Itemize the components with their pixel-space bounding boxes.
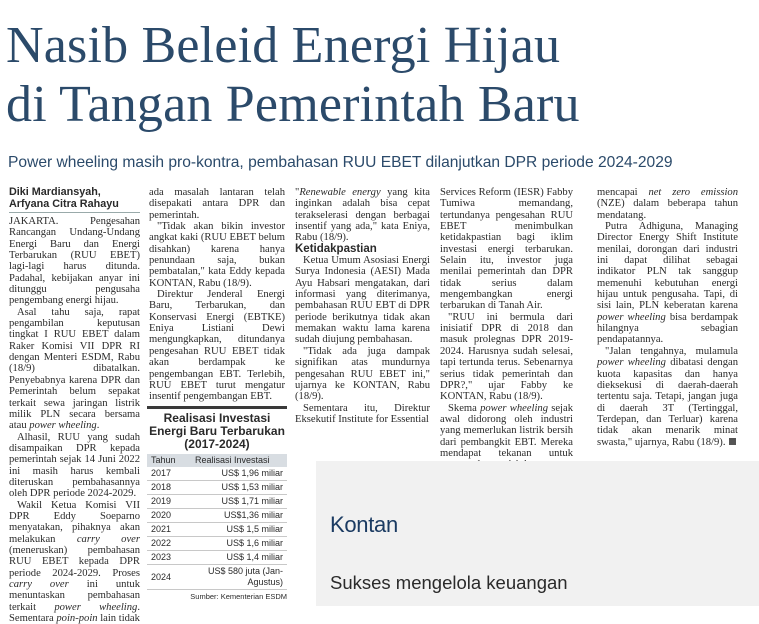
advertisement[interactable] — [316, 461, 759, 606]
article-paragraph: Direktur Jenderal Energi Baru, Terbarukan, dan Konservasi Energi (EBTKE) Eniya Listiani Dewi mengungkapkan, ditundanya pengesahan RUU EBET tidak akan berdampak ke pengembangan EBT. Terlebih, RUU EBET turut mengatur insentif pengembangan EBT. — [149, 289, 285, 403]
article-paragraph: ada masalah lantaran telah disepakati antara DPR dan pemerintah. — [149, 187, 285, 221]
article-column-5 — [597, 187, 738, 448]
article-paragraph: Sementara itu, Direktur Eksekutif Institute for Essential — [295, 402, 430, 425]
table-row — [147, 551, 287, 565]
byline: Diki Mardiansyah, Arfyana Citra Rahayu — [9, 187, 140, 213]
article-column-1 — [9, 187, 140, 624]
article-paragraph: JAKARTA. Pengesahan Rancangan Undang-Undang Energi Baru dan Energi Terbarukan (RUU EBET) lagi-lagi harus ditunda. Padahal, kebijakan anyar ini ditunggu pengusaha pengembang energi hijau. — [9, 216, 140, 307]
table-row — [147, 565, 287, 590]
kontan-logo: Kontan — [330, 512, 398, 537]
article-paragraph: "Renewable energy yang kita inginkan adalah bisa cepat terakselerasi dengan berbagai insentif yang ada," kata Eniya, Rabu (18/9). — [295, 187, 430, 244]
value-cell: US$ 1,4 miliar — [178, 551, 287, 565]
article-paragraph: Putra Adhiguna, Managing Director Energy Shift Institute menilai, dorongan dari industri ini dapat dilihat sebagai indikator PLN tak sanggup memenuhi kebutuhan energi hijau untuk pengusaha. Tapi, di sisi lain, PLN keberatan karena power wheeling bisa berdampak hilangnya sebagian pendapatannya. — [597, 221, 738, 346]
year-cell: 2023 — [147, 551, 178, 565]
end-mark — [729, 438, 736, 445]
article-paragraph: Asal tahu saja, rapat pengambilan keputusan tingkat I RUU EBET dalam Raker Komisi VII DPR RI dengan Menteri ESDM, Rabu (18/9) dibatalkan. Penyebabnya karena DPR dan Pemerintah belum sepakat terkait sewa jaringan listrik milik PLN secara bersama atau power wheeling. — [9, 306, 140, 432]
value-cell: US$ 580 juta (Jan-Agustus) — [178, 565, 287, 590]
ad-tagline: Sukses mengelola keuangan — [330, 572, 568, 593]
headline-line-2: di Tangan Pemerintah Baru — [6, 76, 580, 133]
infobox-source: Sumber: Kementerian ESDM — [190, 592, 287, 601]
year-cell: 2021 — [147, 523, 178, 537]
article-column-4 — [440, 187, 573, 471]
value-cell: US$ 1,96 miliar — [178, 467, 287, 481]
table-row — [147, 509, 287, 523]
table-row — [147, 495, 287, 509]
year-cell: 2018 — [147, 481, 178, 495]
table-row — [147, 467, 287, 481]
headline — [6, 16, 756, 134]
article-paragraph: Services Reform (IESR) Fabby Tumiwa memandang, tertundanya pengesahan RUU EBET menimbulkan ketidakpastian bagi iklim investasi energi terbarukan. Selain itu, investor juga menilai pemerintah dan DPR tidak serius dalam mengembangkan energi terbarukan di Tanah Air. — [440, 187, 573, 312]
article-paragraph: mencapai net zero emission (NZE) dalam beberapa tahun mendatang. — [597, 187, 739, 221]
value-cell: US$1,36 miliar — [178, 509, 287, 523]
subtitle: Power wheeling masih pro-kontra, pembahasan RUU EBET dilanjutkan DPR periode 2024-2029 — [8, 154, 673, 171]
article-paragraph: Alhasil, RUU yang sudah disampaikan DPR kepada pemerintah sejak 14 Juni 2022 ini masih harus kembali diteruskan pembahasannya oleh DPR periode 2024-2029. — [9, 431, 140, 500]
value-cell: US$ 1,53 miliar — [178, 481, 287, 495]
article-paragraph: Wakil Ketua Komisi VII DPR Eddy Soeparno menyatakan, pihaknya akan melakukan carry over (meneruskan) pembahasan RUU EBET kepada DPR periode 2024-2029. Proses carry over ini untuk menuntaskan pembahasan terkait power wheeling. Sementara poin-poin lain tidak — [9, 499, 140, 624]
year-cell: 2019 — [147, 495, 178, 509]
table-row — [147, 523, 287, 537]
value-cell: US$ 1,6 miliar — [178, 537, 287, 551]
table-header-value: Realisasi Investasi — [178, 454, 287, 467]
article-paragraph: "Jalan tengahnya, mulamula power wheeling dibatasi dengan kuota kapasitas dan hanya dieksekusi di daerah-daerah tertentu saja. Tetapi, jangan juga di daerah 3T (Tertinggal, Terdepan, dan Terluar) karena tidak akan menarik minat swasta," ujarnya, Rabu (18/9). — [597, 345, 738, 448]
article-paragraph: "Tidak akan bikin investor angkat kaki (RUU EBET belum disahkan) karena hanya penundaan saja, bukan pembatalan," kata Eddy kepada KONTAN, Rabu (18/9). — [149, 221, 285, 289]
infobox-title: Realisasi Investasi Energi Baru Terbarukan (2017-2024) — [147, 406, 287, 451]
headline-line-1: Nasib Beleid Energi Hijau — [6, 17, 561, 74]
article-paragraph: "RUU ini bermula dari inisiatif DPR di 2018 dan masuk prolegnas DPR 2019-2024. Harusnya sudah selesai, tapi tertunda terus. Sebenarnya serius tidak pemerintah dan DPR?," ujar Fabby ke KONTAN, Rabu (18/9). — [440, 311, 573, 403]
year-cell: 2017 — [147, 467, 178, 481]
article-paragraph: "Tidak ada juga dampak signifikan atas mundurnya pengesahan RUU EBET ini," ujarnya ke KONTAN, Rabu (18/9). — [295, 345, 430, 403]
value-cell: US$ 1,5 miliar — [178, 523, 287, 537]
year-cell: 2020 — [147, 509, 178, 523]
article-column-2 — [149, 187, 285, 403]
article-paragraph: Skema power wheeling sejak awal didorong oleh industri yang memerlukan listrik bersih dari pembangkit EBT. Mereka mendapat tekanan untuk — [440, 402, 573, 459]
investment-table — [147, 454, 287, 590]
investment-infobox — [147, 406, 287, 601]
value-cell: US$ 1,71 miliar — [178, 495, 287, 509]
year-cell: 2024 — [147, 565, 178, 590]
article-paragraph: Ketua Umum Asosiasi Energi Surya Indonesia (AESI) Mada Ayu Habsari mengatakan, dari informasi yang diterimanya, pembahasan RUU EBT di DPR periode berikutnya tidak akan memakan waktu lama karena sudah diujung pembahasan. — [295, 255, 430, 346]
table-header-year: Tahun — [147, 454, 178, 467]
article-column-3 — [295, 187, 430, 425]
table-row — [147, 537, 287, 551]
section-heading: Ketidakpastian — [295, 242, 377, 255]
table-row — [147, 481, 287, 495]
year-cell: 2022 — [147, 537, 178, 551]
